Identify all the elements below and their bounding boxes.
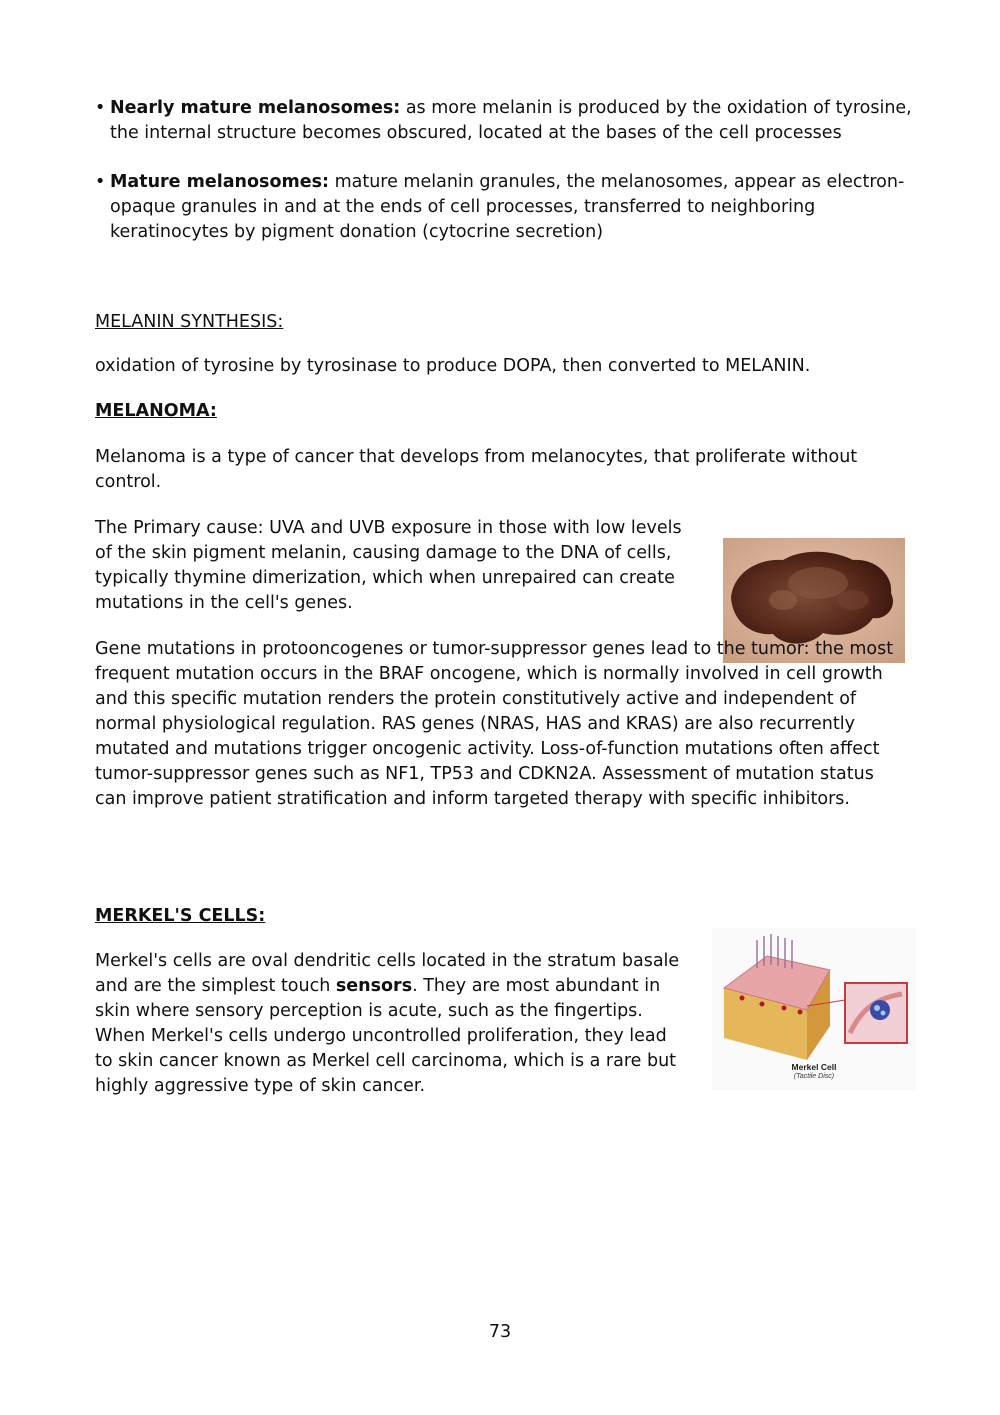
merkel-text-before: Merkel's cells are oval dendritic cells located in the stratum basale and are the simplest touch: [95, 951, 680, 996]
merkel-text: [95, 949, 685, 1099]
melanosome-bullet-list: [95, 96, 915, 269]
melanoma-intro: Melanoma is a type of cancer that develops from melanocytes, that proliferate without control.: [95, 447, 858, 492]
list-item: [95, 170, 915, 245]
bullet-term: Nearly mature melanosomes:: [110, 98, 401, 118]
melanin-synthesis-text: oxidation of tyrosine by tyrosinase to produce DOPA, then converted to MELANIN.: [95, 356, 811, 376]
bullet-text: as more melanin is produced by the oxidation of tyrosine, the internal structure becomes obscured, located at the bases of the cell processes: [110, 98, 912, 143]
figure-sublabel: (Tactile Disc): [793, 1073, 835, 1080]
melanoma-genes-paragraph: [95, 637, 910, 812]
merkel-cell-figure: [712, 928, 916, 1090]
melanin-synthesis-heading: MELANIN SYNTHESIS:: [95, 312, 284, 332]
page-number: 73: [488, 1322, 512, 1342]
figure-label: Merkel Cell: [791, 1062, 837, 1072]
merkel-cell-diagram: [712, 928, 916, 1060]
melanoma-heading: MELANOMA:: [95, 401, 217, 421]
merkel-heading: MERKEL'S CELLS:: [95, 906, 266, 926]
merkel-text-after: . They are most abundant in skin where sensory perception is acute, such as the fingertips. When Merkel's cells undergo uncontrolled proliferation, they lead to skin cancer known as Merkel cell carcinoma, which is a rare but highly aggressive type of skin cancer.: [95, 976, 677, 1096]
bullet-text: mature melanin granules, the melanosomes, appear as electron-opaque granules in and at the ends of cell processes, transferred to neighboring keratinocytes by pigment donation (cytocrine secretion): [110, 172, 905, 242]
merkel-bold-word: sensors: [335, 976, 413, 996]
bullet-marker: •: [95, 98, 106, 118]
melanoma-cause: The Primary cause: UVA and UVB exposure in those with low levels of the skin pigment melanin, causing damage to the DNA of cells, typically thymine dimerization, which when unrepaired can create mutations in the cell's genes.: [95, 518, 682, 613]
bullet-term: Mature melanosomes:: [110, 172, 329, 192]
list-item: [95, 96, 915, 146]
melanoma-genes-text: Gene mutations in protooncogenes or tumor-suppressor genes lead to the tumor: the most frequent mutation occurs in the BRAF oncogene, which is normally involved in cell growth and this specific mutation renders the protein constitutively active and independent of normal physiological regulation. RAS genes (NRAS, HAS and KRAS) are also recurrently mutated and mutations trigger oncogenic activity. Loss-of-function mutations often affect tumor-suppressor genes such as NF1, TP53 and CDKN2A. Assessment of mutation status can improve patient stratification and inform targeted therapy with specific inhibitors.: [95, 639, 894, 809]
bullet-marker: •: [95, 172, 106, 192]
